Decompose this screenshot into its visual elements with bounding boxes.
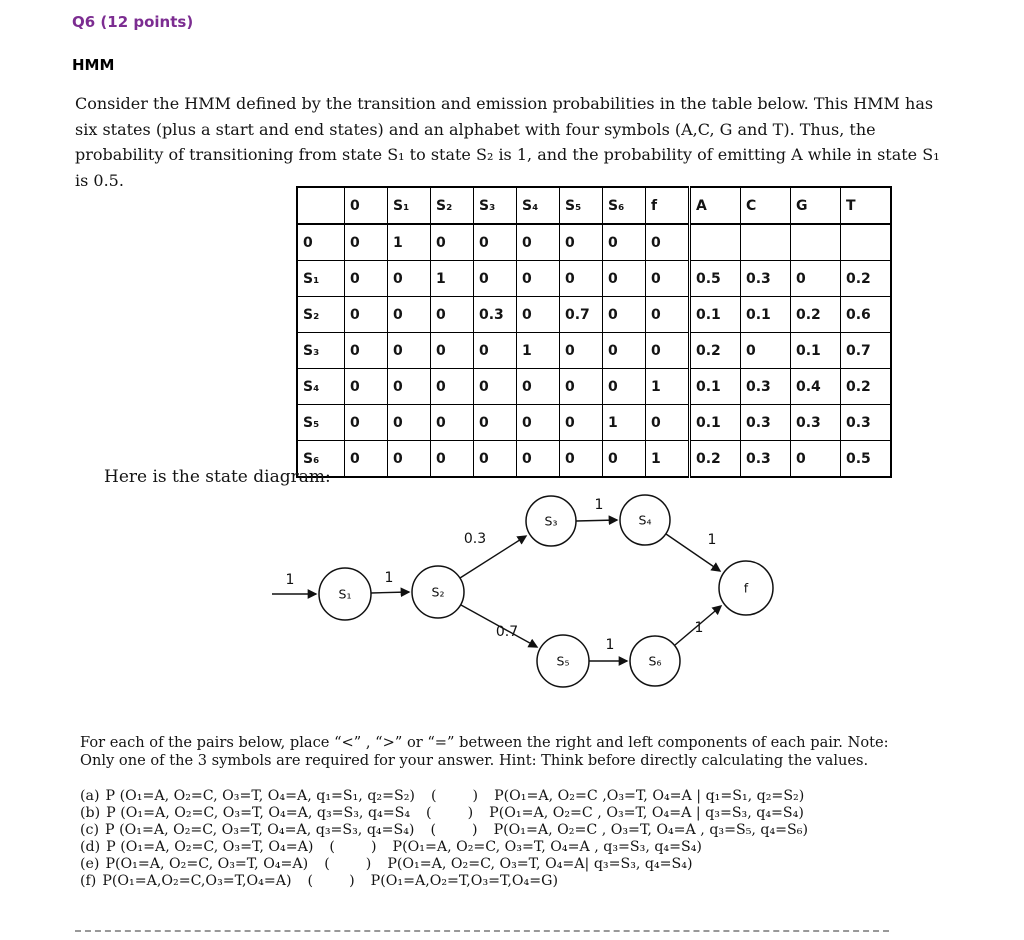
value-cell: 0 [388, 297, 431, 333]
question-label: (c) [80, 822, 100, 838]
column-header-cell [297, 187, 345, 224]
value-cell: 0 [646, 405, 690, 441]
table-row [297, 261, 891, 297]
value-cell: 0 [560, 224, 603, 261]
value-cell: 0.4 [791, 369, 841, 405]
state-label: S₄ [638, 512, 652, 528]
row-header-cell: S₃ [297, 333, 345, 369]
value-cell: 0 [345, 333, 388, 369]
right-expression: P(O₁=A, O₂=C, O₃=T, O₄=A , q₃=S₃, q₄=S₄) [392, 839, 702, 855]
value-cell: 0 [517, 224, 560, 261]
state-label: S₂ [431, 584, 445, 600]
diagram-states [319, 495, 773, 687]
answer-blank: ( ) [307, 873, 355, 889]
left-expression: P (O₁=A, O₂=C, O₃=T, O₄=A, q₃=S₃, q₄=S₄) [105, 822, 415, 838]
state-label: S₁ [338, 586, 352, 602]
value-cell: 0 [560, 333, 603, 369]
value-cell: 0.1 [741, 297, 791, 333]
table-row [297, 405, 891, 441]
answer-blank: ( ) [430, 822, 478, 838]
answer-blank: ( ) [430, 788, 479, 804]
value-cell: 0 [646, 261, 690, 297]
value-cell: 0.1 [791, 333, 841, 369]
value-cell: 0 [560, 405, 603, 441]
value-cell: 0 [603, 224, 646, 261]
state-diagram [262, 492, 792, 717]
value-cell: 1 [388, 224, 431, 261]
value-cell: 0 [517, 405, 560, 441]
value-cell: 0 [431, 405, 474, 441]
value-cell: 1 [646, 441, 690, 478]
row-header-cell: S₆ [297, 441, 345, 478]
state-f [719, 561, 773, 615]
question-line [80, 839, 808, 856]
left-expression: P (O₁=A, O₂=C, O₃=T, O₄=A) [106, 839, 314, 855]
value-cell: 0 [474, 261, 517, 297]
answer-blank: ( ) [329, 839, 377, 855]
value-cell: 0 [345, 224, 388, 261]
column-header-cell: T [841, 187, 892, 224]
state-s1 [319, 568, 371, 620]
right-expression: P(O₁=A, O₂=C , O₃=T, O₄=A | q₃=S₃, q₄=S₄) [489, 805, 804, 821]
column-header-cell: A [690, 187, 741, 224]
value-cell: 0.1 [690, 405, 741, 441]
question-line [80, 788, 808, 805]
value-cell: 0 [431, 441, 474, 478]
value-cell: 0.1 [690, 297, 741, 333]
column-header-cell: S₄ [517, 187, 560, 224]
edge-label-s3-s4: 1 [594, 497, 604, 513]
diagram-caption: Here is the state diagram: [104, 467, 331, 487]
table-row [297, 333, 891, 369]
right-expression: P(O₁=A, O₂=C ,O₃=T, O₄=A | q₁=S₁, q₂=S₂) [494, 788, 805, 804]
question-label: (d) [80, 839, 101, 855]
question-line [80, 822, 808, 839]
value-cell: 0.5 [690, 261, 741, 297]
value-cell: 0.2 [841, 369, 892, 405]
answer-blank: ( ) [426, 805, 474, 821]
value-cell: 0 [388, 261, 431, 297]
table-row [297, 369, 891, 405]
state-s3 [526, 496, 576, 546]
value-cell: 0 [791, 441, 841, 478]
value-cell: 0.3 [841, 405, 892, 441]
table-row [297, 441, 891, 478]
value-cell: 0.6 [841, 297, 892, 333]
value-cell: 0 [345, 297, 388, 333]
value-cell: 0.3 [791, 405, 841, 441]
table-body [297, 224, 891, 477]
value-cell: 1 [517, 333, 560, 369]
value-cell: 0 [791, 261, 841, 297]
value-cell [791, 224, 841, 261]
value-cell: 0 [474, 224, 517, 261]
value-cell: 1 [603, 405, 646, 441]
row-header-cell: S₄ [297, 369, 345, 405]
state-s4 [620, 495, 670, 545]
state-s2 [412, 566, 464, 618]
question-label: (b) [80, 805, 101, 821]
value-cell: 0 [431, 369, 474, 405]
column-header-cell: S₃ [474, 187, 517, 224]
question-number: Q6 (12 points) [72, 13, 194, 31]
edge-label-s2-s3: 0.3 [463, 531, 487, 547]
value-cell [841, 224, 892, 261]
value-cell: 0 [431, 297, 474, 333]
value-cell: 0.3 [474, 297, 517, 333]
state-label: f [743, 580, 749, 596]
value-cell: 0 [560, 369, 603, 405]
value-cell: 0 [431, 333, 474, 369]
table-row [297, 297, 891, 333]
value-cell: 0.2 [690, 441, 741, 478]
row-header-cell: S₅ [297, 405, 345, 441]
value-cell: 0 [431, 224, 474, 261]
value-cell: 1 [646, 369, 690, 405]
right-expression: P(O₁=A, O₂=C , O₃=T, O₄=A , q₃=S₅, q₄=S₆) [493, 822, 809, 838]
right-expression: P(O₁=A,O₂=T,O₃=T,O₄=G) [370, 873, 558, 889]
column-header-cell: G [791, 187, 841, 224]
value-cell: 0 [345, 441, 388, 478]
state-label: S₃ [544, 513, 558, 529]
edge-label-s1-s2: 1 [384, 570, 394, 586]
row-header-cell: 0 [297, 224, 345, 261]
row-header-cell: S₂ [297, 297, 345, 333]
column-header-cell: S₆ [603, 187, 646, 224]
edge-label-start-s1: 1 [285, 572, 295, 588]
value-cell: 0 [474, 405, 517, 441]
value-cell: 0 [517, 369, 560, 405]
question-list [80, 788, 808, 890]
value-cell: 0 [388, 333, 431, 369]
column-header-cell: S₂ [431, 187, 474, 224]
state-label: S₆ [648, 653, 662, 669]
value-cell: 0 [741, 333, 791, 369]
column-header-cell: S₅ [560, 187, 603, 224]
value-cell: 0 [345, 261, 388, 297]
column-header-cell: f [646, 187, 690, 224]
edge-label-s4-f: 1 [707, 532, 717, 548]
value-cell: 0 [474, 441, 517, 478]
value-cell: 0 [345, 369, 388, 405]
state-s6 [630, 636, 680, 686]
value-cell: 0 [474, 333, 517, 369]
row-header-cell: S₁ [297, 261, 345, 297]
left-expression: P (O₁=A, O₂=C, O₃=T, O₄=A, q₃=S₃, q₄=S₄ [106, 805, 411, 821]
question-label: (a) [80, 788, 100, 804]
value-cell [741, 224, 791, 261]
value-cell: 0.3 [741, 369, 791, 405]
question-line [80, 805, 808, 822]
hmm-probability-table [296, 186, 892, 478]
dashed-separator [75, 930, 889, 932]
value-cell: 0 [603, 333, 646, 369]
question-label: (e) [80, 856, 100, 872]
state-s5 [537, 635, 589, 687]
value-cell: 0 [603, 261, 646, 297]
value-cell: 0 [388, 369, 431, 405]
edge-s3-s4 [576, 520, 617, 521]
question-line [80, 873, 808, 890]
value-cell: 0 [517, 297, 560, 333]
value-cell: 0.2 [841, 261, 892, 297]
value-cell: 0.5 [841, 441, 892, 478]
value-cell: 0 [388, 441, 431, 478]
value-cell: 0.2 [690, 333, 741, 369]
value-cell: 0.3 [741, 405, 791, 441]
table-row [297, 224, 891, 261]
column-header-cell: C [741, 187, 791, 224]
value-cell: 0.3 [741, 441, 791, 478]
edge-label-s2-s5: 0.7 [495, 624, 519, 640]
value-cell: 0 [560, 441, 603, 478]
value-cell: 0 [345, 405, 388, 441]
left-expression: P(O₁=A,O₂=C,O₃=T,O₄=A) [102, 873, 292, 889]
left-expression: P (O₁=A, O₂=C, O₃=T, O₄=A, q₁=S₁, q₂=S₂) [105, 788, 415, 804]
value-cell: 1 [431, 261, 474, 297]
value-cell: 0.7 [560, 297, 603, 333]
edge-label-s5-s6: 1 [605, 637, 615, 653]
left-expression: P(O₁=A, O₂=C, O₃=T, O₄=A) [105, 856, 309, 872]
value-cell: 0 [603, 441, 646, 478]
value-cell: 0 [517, 441, 560, 478]
value-cell: 0 [388, 405, 431, 441]
value-cell: 0 [646, 224, 690, 261]
value-cell: 0.2 [791, 297, 841, 333]
intro-paragraph: Consider the HMM defined by the transition and emission probabilities in the table below. This HMM has six states (plus a start and end states) and an alphabet with four symbols (A,C, G and T). Thus, the probability of transitioning from state S₁ to state S₂ is 1, and the probability of emitting A while in state S₁ is 0.5. [75, 94, 940, 190]
answer-blank: ( ) [324, 856, 372, 872]
question-label: (f) [80, 873, 97, 889]
edge-s1-s2 [371, 592, 409, 593]
instructions-paragraph: For each of the pairs below, place “<” , “>” or “=” between the right and left components of each pair. Note: Only one of the 3 symbols are required for your answer. Hint: Think before directly calculating the values. [80, 734, 889, 769]
value-cell: 0 [474, 369, 517, 405]
column-header-cell: 0 [345, 187, 388, 224]
value-cell: 0 [646, 333, 690, 369]
value-cell: 0 [560, 261, 603, 297]
value-cell [690, 224, 741, 261]
edge-label-s6-f: 1 [694, 620, 704, 636]
value-cell: 0.1 [690, 369, 741, 405]
value-cell: 0 [603, 369, 646, 405]
state-label: S₅ [556, 653, 570, 669]
value-cell: 0.3 [741, 261, 791, 297]
section-title: HMM [72, 56, 115, 74]
column-header-cell: S₁ [388, 187, 431, 224]
right-expression: P(O₁=A, O₂=C, O₃=T, O₄=A| q₃=S₃, q₄=S₄) [387, 856, 693, 872]
table-header-row [297, 187, 891, 224]
value-cell: 0 [603, 297, 646, 333]
question-line [80, 856, 808, 873]
value-cell: 0 [646, 297, 690, 333]
value-cell: 0 [517, 261, 560, 297]
value-cell: 0.7 [841, 333, 892, 369]
